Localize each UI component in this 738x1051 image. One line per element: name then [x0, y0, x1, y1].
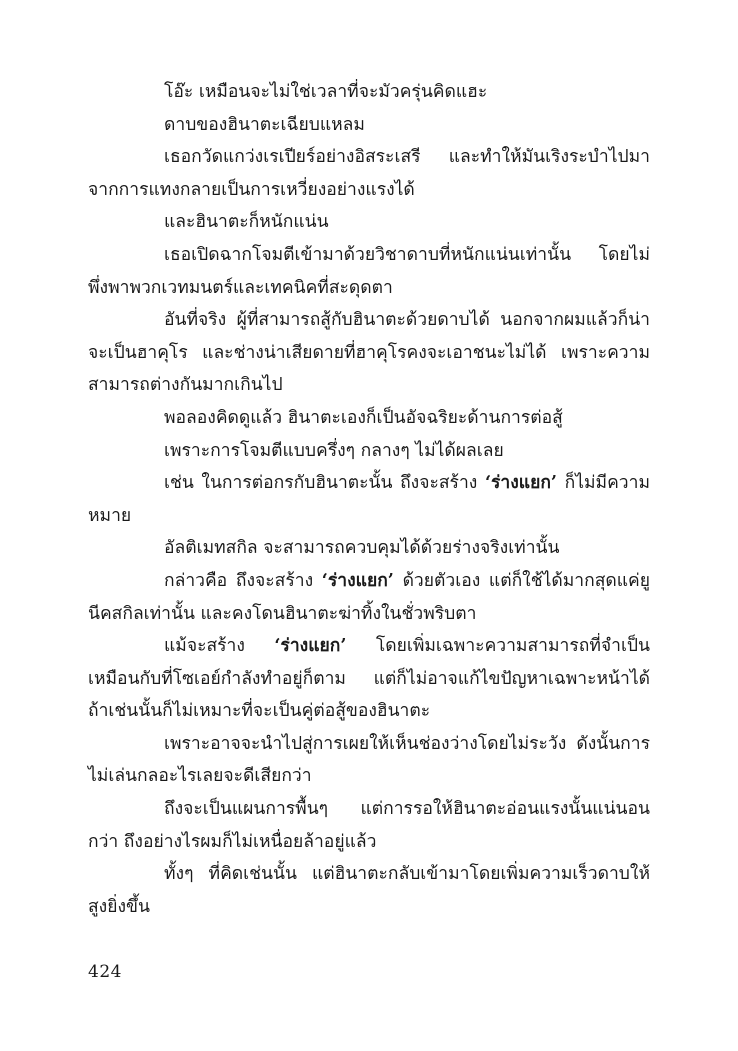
- text-run: เช่น ในการต่อกรกับฮินาตะนั้น ถึงจะสร้าง: [164, 473, 485, 494]
- text-run: กล่าวคือ ถึงจะสร้าง: [164, 570, 322, 591]
- paragraph: [88, 206, 650, 239]
- emphasized-term: ‘ร่างแยก’: [484, 473, 558, 494]
- text-run: เพราะอาจจะนำไปสู่การเผยให้เห็นช่องว่างโดยไม่ระวัง ดังนั้นการไม่เล่นกลอะไรเลยจะดีเสียกว่า: [88, 733, 650, 787]
- text-run: ทั้งๆ ที่คิดเช่นนั้น แต่ฮินาตะกลับเข้ามาโดยเพิ่มความเร็วดาบให้สูงยิ่งขึ้น: [88, 864, 650, 917]
- text-run: พอลองคิดดูแล้ว ฮินาตะเองก็เป็นอัจฉริยะด้านการต่อสู้: [164, 407, 563, 428]
- text-run: เธอเปิดฉากโจมตีเข้ามาด้วยวิชาดาบที่หนักแน่นเท่านั้น โดยไม่พึ่งพาพวกเวทมนตร์และเทคนิคที่สะดุดตา: [88, 244, 650, 298]
- paragraph: [88, 435, 650, 468]
- body-text: [88, 76, 650, 923]
- text-run: อันที่จริง ผู้ที่สามารถสู้กับฮินาตะด้วยดาบได้ นอกจากผมแล้วก็น่าจะเป็นฮาคุโร และช่างน่าเสียดายที่ฮาคุโรคงจะเอาชนะไม่ได้ เพราะความสามารถต่างกันมากเกินไป: [88, 310, 650, 396]
- paragraph: [88, 728, 650, 793]
- text-run: แม้จะสร้าง: [164, 636, 275, 657]
- text-run: เพราะการโจมตีแบบครึ่งๆ กลางๆ ไม่ได้ผลเลย: [164, 440, 504, 461]
- paragraph: [88, 239, 650, 304]
- text-run: ด้วยตัวเอง แต่ก็ใช้ได้มากสุดแค่ยูนีคสกิลเท่านั้น และคงโดนฮินาตะฆ่าทิ้งในชั่วพริบตา: [88, 570, 650, 624]
- text-run: ก็ไม่มีความหมาย: [88, 473, 650, 526]
- emphasized-term: ‘ร่างแยก’: [274, 636, 347, 657]
- text-run: และฮินาตะก็หนักแน่น: [164, 212, 329, 233]
- paragraph: [88, 402, 650, 435]
- text-run: โดยเพิ่มเฉพาะความสามารถที่จำเป็นเหมือนกับที่โซเอย์กำลังทำอยู่ก็ตาม แต่ก็ไม่อาจแก้ไขปัญหาเฉพาะหน้าได้ ถ้าเช่นนั้นก็ไม่เหมาะที่จะเป็นคู่ต่อสู้ของฮินาตะ: [88, 636, 650, 722]
- paragraph: [88, 304, 650, 402]
- paragraph: [88, 109, 650, 142]
- paragraph: [88, 76, 650, 109]
- text-run: เธอกวัดแกว่งเรเปียร์อย่างอิสระเสรี และทำให้มันเริงระบำไปมาจากการแทงกลายเป็นการเหวี่ยงอย่างแรงได้: [88, 147, 650, 200]
- page-number: 424: [88, 962, 122, 982]
- text-run: อัลติเมทสกิล จะสามารถควบคุมได้ด้วยร่างจริงเท่านั้น: [164, 538, 560, 559]
- text-run: ดาบของฮินาตะเฉียบแหลม: [164, 114, 365, 135]
- paragraph: [88, 565, 650, 630]
- paragraph: [88, 141, 650, 206]
- paragraph: [88, 858, 650, 923]
- text-run: โอ๊ะ เหมือนจะไม่ใช่เวลาที่จะมัวครุ่นคิดแฮะ: [164, 82, 488, 102]
- paragraph: [88, 532, 650, 565]
- paragraph: [88, 630, 650, 728]
- emphasized-term: ‘ร่างแยก’: [321, 570, 394, 591]
- paragraph: [88, 793, 650, 858]
- text-run: ถึงจะเป็นแผนการพื้นๆ แต่การรอให้ฮินาตะอ่อนแรงนั้นแน่นอนกว่า ถึงอย่างไรผมก็ไม่เหนื่อยล้าอยู่แล้ว: [88, 799, 650, 852]
- paragraph: [88, 467, 650, 532]
